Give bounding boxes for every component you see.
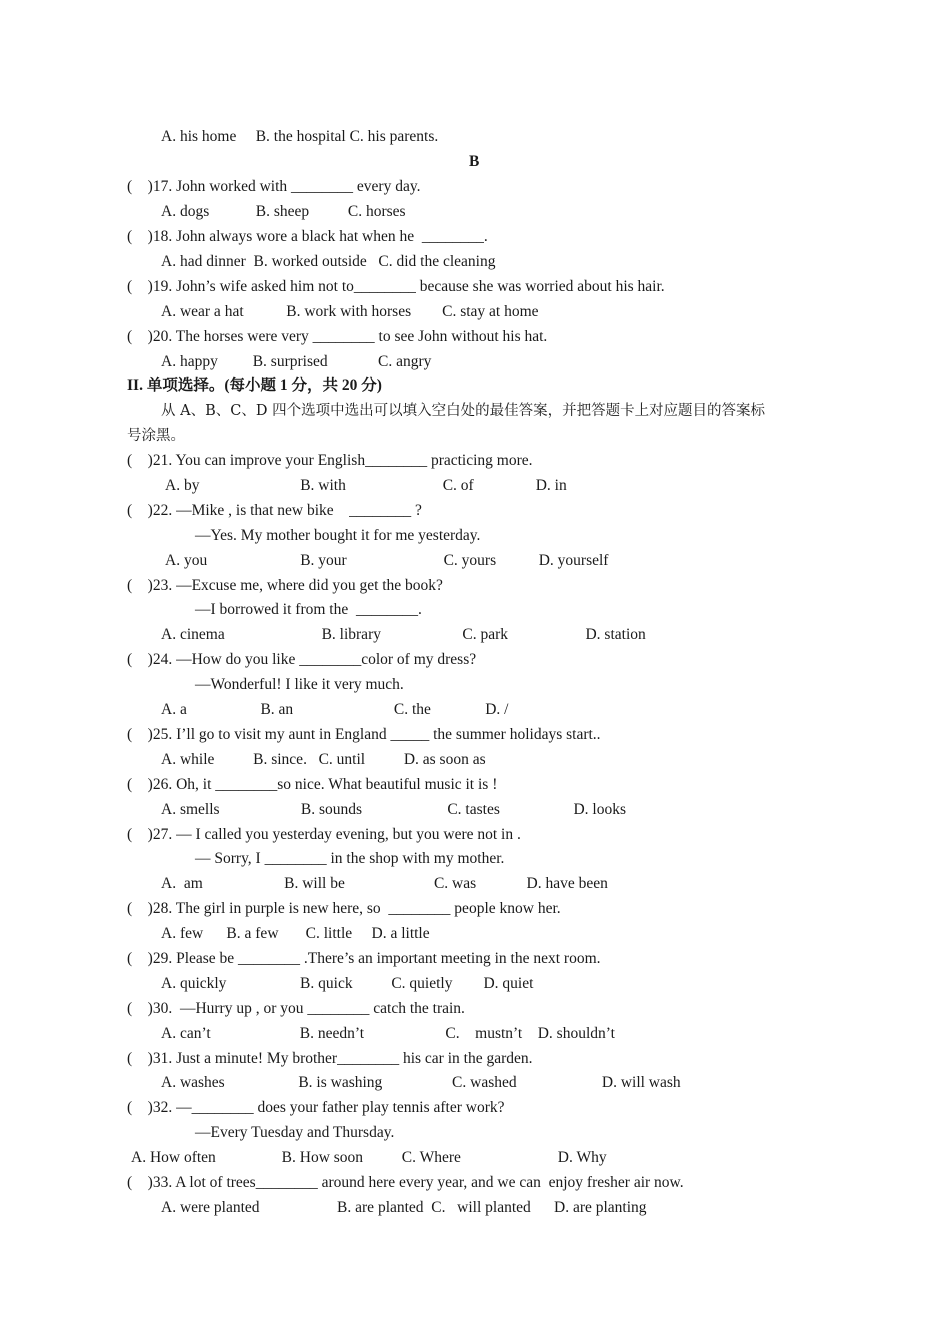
question-line: ( )20. The horses were very ________ to see John without his hat. xyxy=(127,328,548,345)
question-line: ( )22. —Mike , is that new bike ________ ? xyxy=(127,502,422,519)
question-line: ( )25. I’ll go to visit my aunt in England _____ the summer holidays start.. xyxy=(127,726,601,743)
question-line: ( )29. Please be ________ .There’s an important meeting in the next room. xyxy=(127,950,601,967)
options-line: A. had dinner B. worked outside C. did the cleaning xyxy=(161,253,496,270)
question-line: ( )32. —________ does your father play tennis after work? xyxy=(127,1099,505,1116)
question-line: ( )33. A lot of trees________ around here every year, and we can enjoy fresher air now. xyxy=(127,1174,684,1191)
dialogue-line: —Wonderful! I like it very much. xyxy=(195,676,404,693)
instruction-text: 号涂黑。 xyxy=(127,428,185,444)
options-line: A. cinema B. library C. park D. station xyxy=(161,626,646,643)
options-line: A. by B. with C. of D. in xyxy=(165,477,567,494)
question-line: ( )18. John always wore a black hat when he ________. xyxy=(127,228,488,245)
section-heading: B xyxy=(469,153,480,170)
options-line: A. can’t B. needn’t C. mustn’t D. shouldn’t xyxy=(161,1025,615,1042)
dialogue-line: —Yes. My mother bought it for me yesterday. xyxy=(195,527,481,544)
dialogue-line: —Every Tuesday and Thursday. xyxy=(195,1124,395,1141)
options-line: A. a B. an C. the D. / xyxy=(161,701,509,718)
question-line: ( )26. Oh, it ________so nice. What beautiful music it is ! xyxy=(127,776,498,793)
dialogue-line: — Sorry, I ________ in the shop with my mother. xyxy=(195,850,505,867)
options-line: A. wear a hat B. work with horses C. stay at home xyxy=(161,303,539,320)
section-heading: II. 单项选择。(每小题 1 分，共 20 分) xyxy=(127,377,382,394)
options-line: A. quickly B. quick C. quietly D. quiet xyxy=(161,975,534,992)
options-line: A. you B. your C. yours D. yourself xyxy=(165,552,609,569)
question-line: ( )31. Just a minute! My brother________ his car in the garden. xyxy=(127,1050,533,1067)
options-line: A. his home B. the hospital C. his parents. xyxy=(161,128,439,145)
instruction-text: 从 A、B、C、D 四个选项中选出可以填入空白处的最佳答案，并把答题卡上对应题目的答案标 xyxy=(161,403,766,419)
question-line: ( )23. —Excuse me, where did you get the book? xyxy=(127,577,443,594)
question-line: ( )27. — I called you yesterday evening, but you were not in . xyxy=(127,826,521,843)
options-line: A. few B. a few C. little D. a little xyxy=(161,925,430,942)
options-line: A. smells B. sounds C. tastes D. looks xyxy=(161,801,627,818)
question-line: ( )30. —Hurry up , or you ________ catch the train. xyxy=(127,1000,465,1017)
options-line: A. while B. since. C. until D. as soon as xyxy=(161,751,486,768)
options-line: A. am B. will be C. was D. have been xyxy=(161,875,608,892)
question-line: ( )17. John worked with ________ every day. xyxy=(127,178,421,195)
options-line: A. were planted B. are planted C. will planted D. are planting xyxy=(161,1199,647,1216)
options-line: A. washes B. is washing C. washed D. will wash xyxy=(161,1074,681,1091)
question-line: ( )24. —How do you like ________color of my dress? xyxy=(127,651,477,668)
options-line: A. dogs B. sheep C. horses xyxy=(161,203,406,220)
question-line: ( )21. You can improve your English________ practicing more. xyxy=(127,452,533,469)
dialogue-line: —I borrowed it from the ________. xyxy=(195,601,422,618)
question-line: ( )28. The girl in purple is new here, so ________ people know her. xyxy=(127,900,561,917)
options-line: A. How often B. How soon C. Where D. Why xyxy=(131,1149,607,1166)
options-line: A. happy B. surprised C. angry xyxy=(161,353,432,370)
question-line: ( )19. John’s wife asked him not to________ because she was worried about his hair. xyxy=(127,278,665,295)
